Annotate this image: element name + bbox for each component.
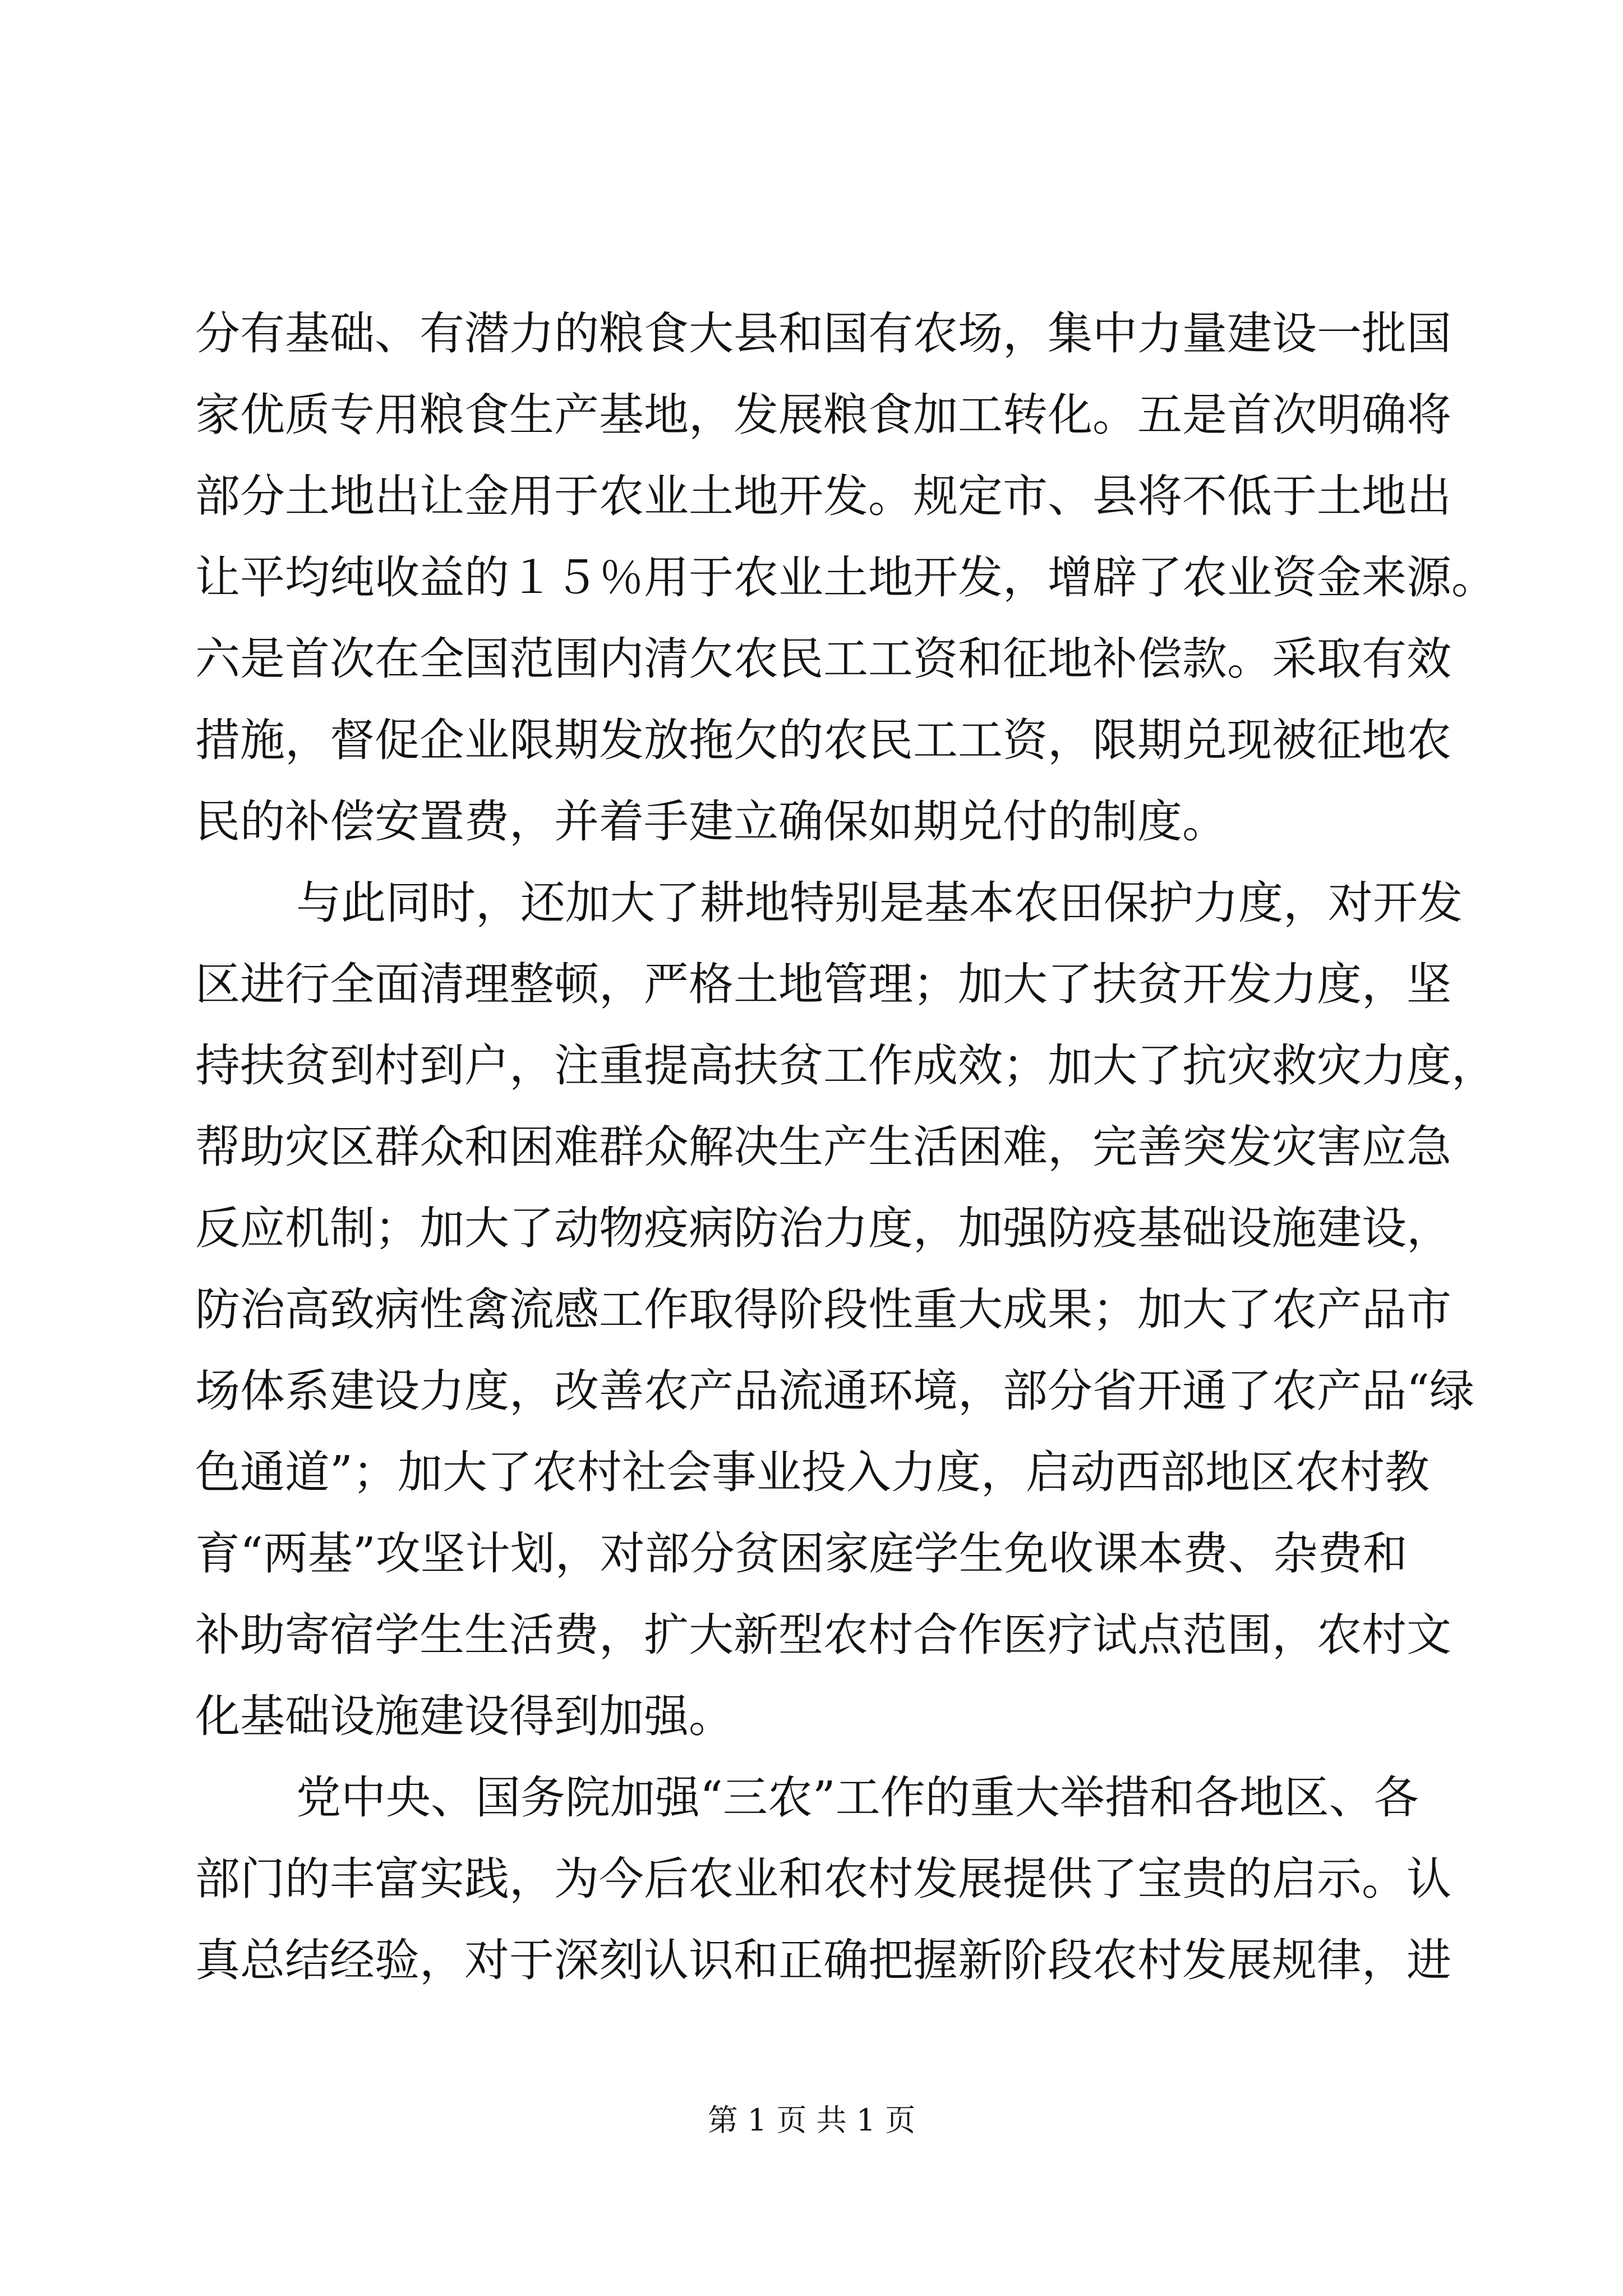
text-line: [0, 1276, 1623, 1343]
line-text: 真总结经验，对于深刻认识和正确把握新阶段农村发展规律，进: [195, 1934, 1451, 1986]
text-line: [0, 625, 1623, 693]
text-line: [0, 707, 1623, 774]
line-text: 场体系建设力度，改善农产品流通环境，部分省开通了农产品“绿: [195, 1365, 1474, 1417]
text-line: [0, 1520, 1623, 1588]
line-text: 让平均纯收益的１５％用于农业土地开发，增辟了农业资金来源。: [195, 551, 1496, 604]
line-text: 反应机制；加大了动物疫病防治力度，加强防疫基础设施建设，: [195, 1202, 1451, 1254]
line-text: 防治高致病性禽流感工作取得阶段性重大成果；加大了农产品市: [195, 1283, 1451, 1336]
text-line: [0, 300, 1623, 367]
line-text: 分有基础、有潜力的粮食大县和国有农场，集中力量建设一批国: [195, 307, 1451, 360]
line-text: 措施，督促企业限期发放拖欠的农民工工资，限期兑现被征地农: [195, 714, 1451, 766]
line-text: 部门的丰富实践，为今后农业和农村发展提供了宝贵的启示。认: [195, 1853, 1451, 1905]
text-line: [0, 1195, 1623, 1262]
line-text: 六是首次在全国范围内清欠农民工工资和征地补偿款。采取有效: [195, 633, 1451, 685]
text-line: [0, 951, 1623, 1018]
line-text: 色通道”；加大了农村社会事业投入力度，启动西部地区农村教: [195, 1446, 1430, 1498]
text-line: [0, 869, 1623, 937]
line-text: 补助寄宿学生生活费，扩大新型农村合作医疗试点范围，农村文: [195, 1609, 1451, 1661]
text-line: [0, 1114, 1623, 1181]
text-line: [0, 1602, 1623, 1669]
line-text: 区进行全面清理整顿，严格土地管理；加大了扶贫开发力度，坚: [195, 958, 1451, 1010]
text-line: [0, 1846, 1623, 1913]
line-text: 部分土地出让金用于农业土地开发。规定市、县将不低于土地出: [195, 470, 1451, 522]
text-line: [0, 1927, 1623, 1994]
line-text: 帮助灾区群众和困难群众解决生产生活困难，完善突发灾害应急: [195, 1121, 1451, 1173]
line-text: 育“两基”攻坚计划，对部分贫困家庭学生免收课本费、杂费和: [195, 1527, 1408, 1580]
line-text: 家优质专用粮食生产基地，发展粮食加工转化。五是首次明确将: [195, 389, 1451, 441]
text-line: [0, 788, 1623, 855]
text-line: [0, 1358, 1623, 1425]
line-text: 党中央、国务院加强“三农”工作的重大举措和各地区、各: [296, 1772, 1419, 1824]
text-line: [0, 1439, 1623, 1506]
page-footer: 第 1 页 共 1 页: [707, 2102, 916, 2138]
text-line: [0, 1764, 1623, 1832]
text-line: [0, 1683, 1623, 1750]
line-text: 持扶贫到村到户，注重提高扶贫工作成效；加大了抗灾救灾力度，: [195, 1039, 1496, 1092]
line-text: 与此同时，还加大了耕地特别是基本农田保护力度，对开发: [296, 877, 1463, 929]
text-line: [0, 463, 1623, 530]
text-line: [0, 544, 1623, 611]
line-text: 化基础设施建设得到加强。: [195, 1690, 734, 1742]
text-line: [0, 381, 1623, 449]
line-text: 民的补偿安置费，并着手建立确保如期兑付的制度。: [195, 795, 1227, 848]
text-line: [0, 1032, 1623, 1099]
